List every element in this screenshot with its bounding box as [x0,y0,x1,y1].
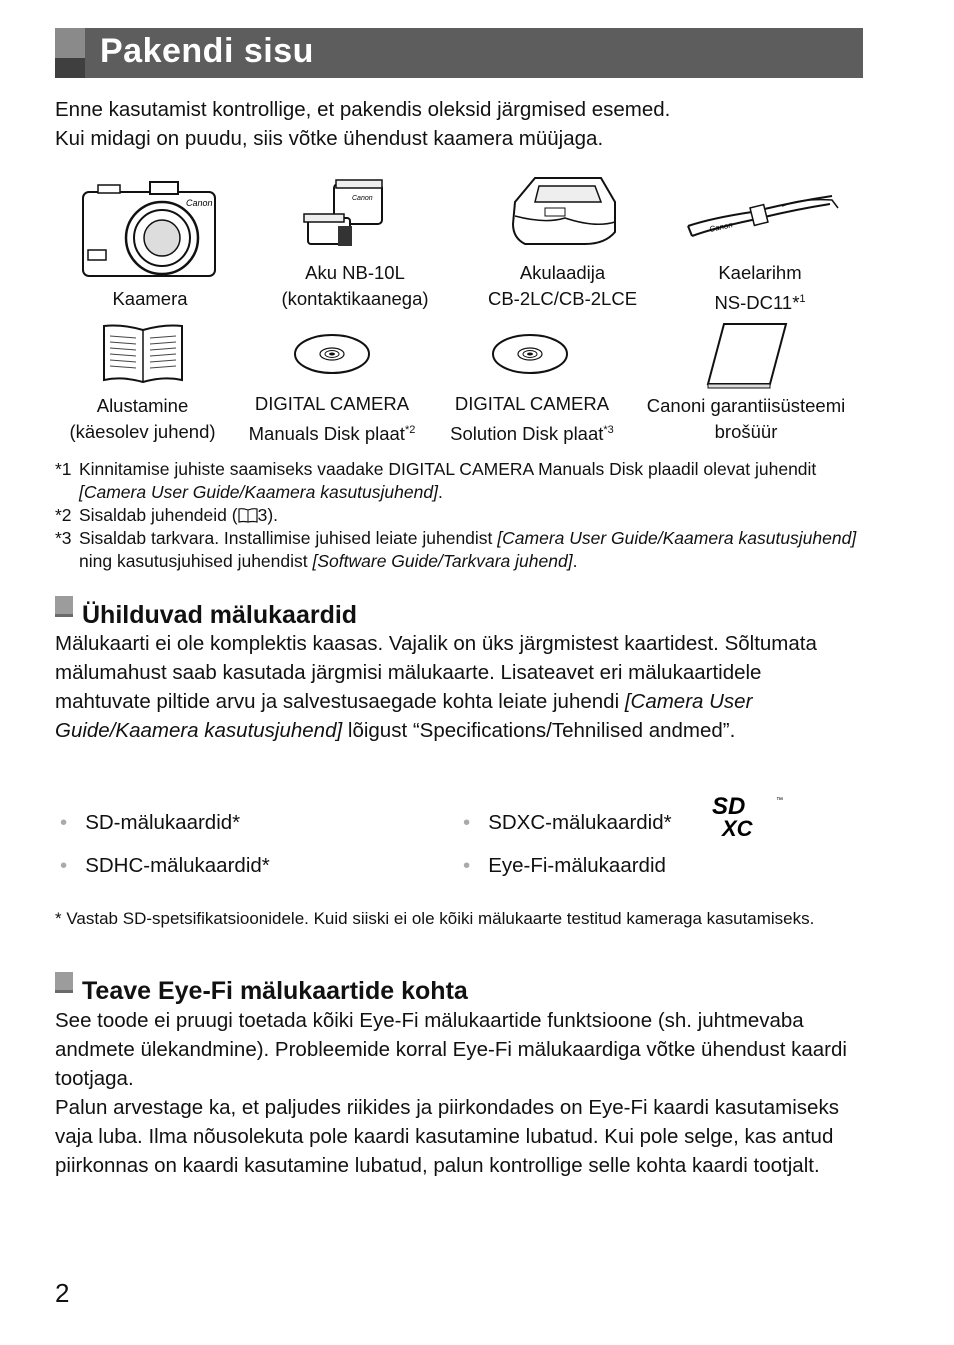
item-label-charger [460,260,665,312]
item-label-line: (käesolev juhend) [69,421,216,442]
footnote-row [55,527,875,573]
footnote-row [55,504,875,527]
section-heading-eyefi: Teave Eye-Fi mälukaartide kohta [55,972,468,1006]
camera-icon [80,180,220,280]
title-bar [55,28,863,78]
footnote-row [55,458,875,504]
brand-text: Canon [708,220,734,234]
item-label-line: Kaamera [112,288,188,309]
title-square-decoration [55,28,85,58]
disc-icon [490,332,570,376]
section-square-icon [55,972,73,993]
paragraph-text: Mälukaarti ei ole komplektis kaasas. Vajalik on üks järgmistest kaartidest. Sõltumata mälumahust saab kasutada järgmisi mälukaarte. Lisateavet eri mälukaartidele mahtuvate piltide arvu ja salvestusaegade kohta leiate juhendi [Camera User Guide/Kaamera kasutusjuhend] lõigust “Specifications/Tehnilised andmed”. [55,632,817,742]
footnote-mark: *3 [55,528,72,548]
footnote-body: Sisaldab juhendeid ( 3). [79,505,279,525]
xc-logo-text: XC [722,816,753,840]
footnote-mark: *1 [55,459,72,479]
brand-text: Canon [186,198,213,208]
book-reference-icon [238,507,258,523]
intro-line: Kui midagi on puudu, siis võtke ühendust kaamera müüjaga. [55,127,604,150]
page-number: 2 [55,1278,70,1308]
item-label-line: Solution Disk plaat$^{*3}$ [450,423,614,445]
item-label-manuals-disk [232,391,432,447]
paragraph-text: Palun arvestage ka, et paljudes riikides ja piirkondades on Eye-Fi kaardi kasutamiseks vaja luba. Ilma nõusolekuta pole kaardi kasutamine lubatud. Kui pole selge, kas antud piirkonnas on kaardi kasutamine lubatud, palun kontrollige selle kohta kaardi tootjalt. [55,1096,839,1177]
memory-card-footnote: * Vastab SD-spetsifikatsioonidele. Kuid siiski ei ole kõiki mälukaarte testitud kameraga kasutamiseks. [55,909,815,928]
item-label-line: CB-2LC/CB-2LCE [487,288,638,309]
item-label-line: Aku NB-10L [305,262,405,283]
title-square-shadow [55,58,85,78]
item-label-line: NS-DC11*$^1$ [714,292,806,314]
section-square-icon [55,596,73,617]
item-label-line: Canoni garantiisüsteemi [646,395,846,416]
item-label-guide [55,393,230,445]
footnotes [55,458,875,573]
bullet-eyefi: • Eye-Fi-mälukaardid [463,854,666,877]
intro-text [55,95,875,153]
page-title: Pakendi sisu [100,32,314,70]
brand-text: Canon [352,195,373,202]
footnote-body: Sisaldab tarkvara. Installimise juhised leiate juhendist [Camera User Guide/Kaamera kasutusjuhend] ning kasutusjuhised juhendist [Software Guide/Tarkvara juhend]. [79,528,857,571]
item-label-warranty [630,393,862,445]
section-heading-memory-cards: Ühilduvad mälukaardid [55,596,357,630]
disc-icon [292,332,372,376]
item-label-line: Manuals Disk plaat$^{*2}$ [248,423,416,445]
trademark-text: ™ [776,797,783,804]
item-label-strap [670,260,850,316]
bullet-sdxc: • SDXC-mälukaardid* [463,811,672,834]
sd-logo-text: SD [712,793,746,820]
eyefi-paragraph [55,1006,855,1180]
book-icon [102,322,184,384]
item-label-solution-disk [432,391,632,447]
strap-icon [682,188,842,243]
footnote-body: Kinnitamise juhiste saamiseks vaadake DIGITAL CAMERA Manuals Disk plaadil olevat juhendit [Camera User Guide/Kaamera kasutusjuhend]. [79,459,817,502]
footnote-mark: *2 [55,505,72,525]
item-label-battery [255,260,455,312]
item-label-line: DIGITAL CAMERA [454,393,610,414]
bullet-sdhc: • SDHC-mälukaardid* [60,854,270,877]
sdxc-logo [708,792,788,840]
item-label-line: brošüür [714,421,778,442]
charger-icon [505,172,620,252]
item-label-line: Akulaadija [519,262,606,283]
paragraph-text: See toode ei pruugi toetada kõiki Eye-Fi mälukaartide funktsioone (sh. juhtmevaba andmete ülekandmine). Probleemide korral Eye-Fi mälukaardiga võtke ühendust kaardi tootjaga. [55,1009,847,1090]
battery-icon [300,178,390,258]
item-label-line: Alustamine [96,395,189,416]
bullet-sd: • SD-mälukaardid* [60,811,241,834]
item-label-line: (kontaktikaanega) [281,288,429,309]
memory-cards-paragraph [55,629,845,745]
item-label-line: DIGITAL CAMERA [254,393,410,414]
brochure-icon [704,320,790,390]
item-label-line: Kaelarihm [718,262,802,283]
item-label-camera [80,286,220,312]
intro-line: Enne kasutamist kontrollige, et pakendis oleksid järgmised esemed. [55,98,671,121]
